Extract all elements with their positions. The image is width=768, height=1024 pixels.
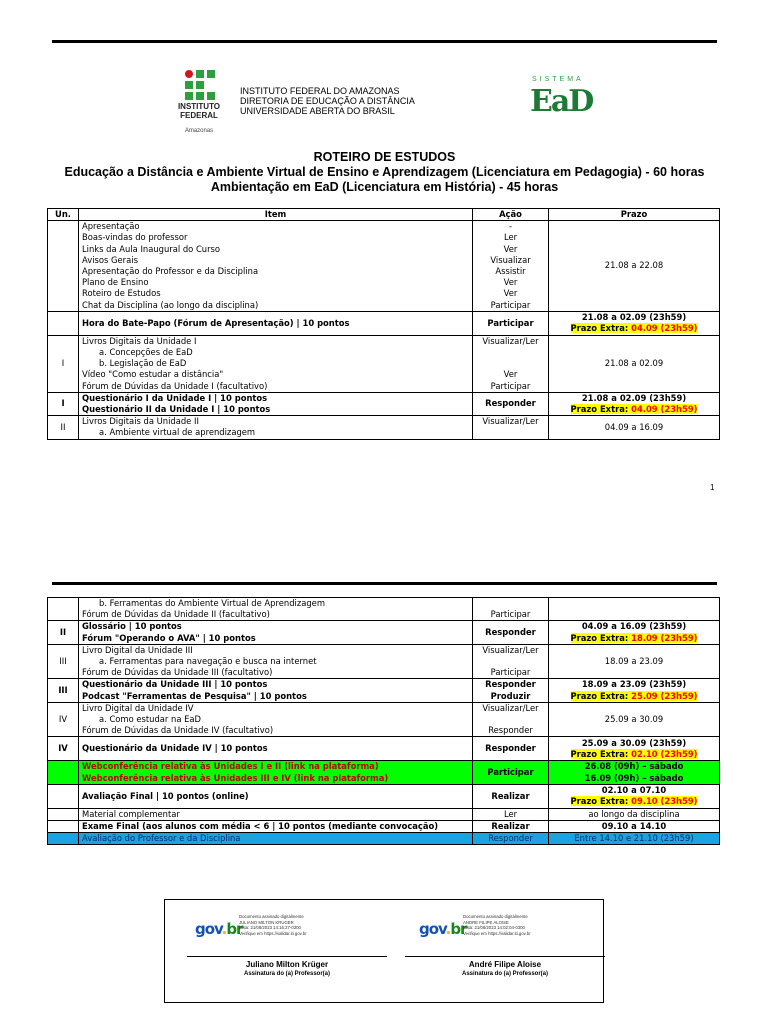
table-row xyxy=(48,598,720,621)
cell-items xyxy=(79,598,473,621)
item-line: Links da Aula Inaugural do Curso xyxy=(82,243,221,254)
cell-action: Responder xyxy=(473,392,549,415)
webconference-link[interactable]: Webconferência relativa às Unidades I e II (link na plataforma) xyxy=(82,761,379,772)
prazo-extra-highlight xyxy=(571,691,698,701)
digital-signature-stamp xyxy=(463,914,593,936)
action-line: Responder xyxy=(485,679,536,690)
cell-prazo xyxy=(549,784,720,808)
prazo-line: 26.08 (09h) – sábado xyxy=(584,761,684,772)
action-line xyxy=(476,347,545,358)
if-amazonas-logo xyxy=(168,70,230,136)
cell-action: Responder xyxy=(473,621,549,644)
schedule-table-page2 xyxy=(47,597,720,845)
cell-item: Hora do Bate-Papo (Fórum de Apresentação) | 10 pontos xyxy=(79,311,473,335)
table-row xyxy=(48,335,720,392)
cell-prazo: 04.09 a 16.09 xyxy=(549,416,720,439)
prazo-line: 21.08 a 02.09 (23h59) xyxy=(581,312,687,323)
col-header-item: Item xyxy=(79,209,473,221)
cell-action xyxy=(473,416,549,439)
action-line: Ver xyxy=(503,277,518,288)
table-row xyxy=(48,621,720,644)
prazo-line: 25.09 a 30.09 (23h59) xyxy=(581,737,687,748)
stamp-line: Documento assinado digitalmente xyxy=(463,914,528,919)
cell-un: II xyxy=(48,621,79,644)
digital-signature-stamp xyxy=(239,914,369,936)
item-line: Chat da Disciplina (ao longo da disciplina) xyxy=(82,299,259,310)
document-header xyxy=(168,66,598,138)
cell-prazo xyxy=(549,737,720,761)
col-header-un: Un. xyxy=(48,209,79,221)
prazo-extra-label: Prazo Extra: xyxy=(570,690,632,701)
table-row xyxy=(48,392,720,415)
cell-prazo: ao longo da disciplina xyxy=(549,808,720,820)
signature-line xyxy=(405,956,605,957)
cell-items xyxy=(79,392,473,415)
cell-item: Avaliação do Professor e da Disciplina xyxy=(79,833,473,845)
signature-line xyxy=(187,956,387,957)
stamp-line: ANDRE FILIPE ALOISE xyxy=(463,919,509,925)
prazo-extra-highlight xyxy=(571,323,698,333)
item-line: Fórum de Dúvidas da Unidade II (facultativo) xyxy=(82,609,270,620)
table-row-evaluation xyxy=(48,833,720,845)
cell-un: I xyxy=(48,335,79,392)
item-line: Livro Digital da Unidade IV xyxy=(82,702,194,713)
col-header-acao: Ação xyxy=(473,209,549,221)
cell-un xyxy=(48,821,79,833)
item-line: Livro Digital da Unidade III xyxy=(82,644,193,655)
signer-name: André Filipe Aloise xyxy=(468,960,542,969)
doc-title: ROTEIRO DE ESTUDOS xyxy=(313,150,456,164)
stamp-line: JULIANO MILTON KRUGER xyxy=(239,919,294,925)
stamp-line: Documento assinado digitalmente xyxy=(239,914,304,919)
prazo-line: 16.09 (09h) – sábado xyxy=(584,772,684,783)
schedule-table-page1 xyxy=(47,208,720,440)
cell-un xyxy=(48,833,79,845)
cell-action: Participar xyxy=(473,311,549,335)
institution-line: DIRETORIA DE EDUCAÇÃO A DISTÂNCIA xyxy=(240,96,415,106)
item-line: Fórum de Dúvidas da Unidade I (facultativo) xyxy=(82,380,268,391)
signer-name: Juliano Milton Krüger xyxy=(245,960,329,969)
signature-box xyxy=(164,899,604,1003)
cell-items xyxy=(79,621,473,644)
cell-item: Exame Final (aos alunos com média < 6 | 10 pontos (mediante convocação) xyxy=(79,821,473,833)
action-line: Participar xyxy=(490,609,531,620)
cell-action: Realizar xyxy=(473,821,549,833)
page-number: 1 xyxy=(710,483,715,492)
page2-top-rule xyxy=(52,582,717,585)
item-line: Apresentação do Professor e da Disciplina xyxy=(82,266,259,277)
action-line xyxy=(476,358,545,369)
cell-prazo: 25.09 a 30.09 xyxy=(549,702,720,737)
cell-action: Realizar xyxy=(473,784,549,808)
item-line: Fórum "Operando o AVA" | 10 pontos xyxy=(82,632,256,643)
table-row xyxy=(48,821,720,833)
prazo-extra-date: 02.10 (23h59) xyxy=(631,748,698,759)
table-row xyxy=(48,311,720,335)
cell-action: Responder xyxy=(473,737,549,761)
prazo-extra-highlight xyxy=(571,796,698,806)
institution-line: UNIVERSIDADE ABERTA DO BRASIL xyxy=(240,106,395,116)
doc-subtitle: Ambientação em EaD (Licenciatura em História) - 45 horas xyxy=(210,180,559,194)
cell-item: Material complementar xyxy=(79,808,473,820)
action-line: Visualizar xyxy=(490,254,531,265)
table-row xyxy=(48,808,720,820)
signer-role: Assinatura do (a) Professor(a) xyxy=(461,971,549,977)
stamp-line: Data: 21/08/2023 14:02:04-0300 xyxy=(463,925,525,930)
sistema-ead-logo xyxy=(530,76,593,120)
prazo-extra-highlight xyxy=(571,633,698,643)
cell-prazo xyxy=(549,311,720,335)
item-line: Podcast "Ferramentas de Pesquisa" | 10 pontos xyxy=(82,690,307,701)
prazo-extra xyxy=(552,323,716,334)
item-line: b. Legislação de EaD xyxy=(99,358,187,369)
cell-prazo xyxy=(549,761,720,784)
prazo-extra-label: Prazo Extra: xyxy=(570,796,632,807)
webconference-link[interactable]: Webconferência relativa às Unidades III e IV (link na plataforma) xyxy=(82,772,389,783)
cell-un xyxy=(48,808,79,820)
prazo-extra-date: 04.09 (23h59) xyxy=(631,323,698,334)
cell-actions xyxy=(473,335,549,392)
item-line: Fórum de Dúvidas da Unidade III (facultativo) xyxy=(82,667,273,678)
cell-action: Participar xyxy=(473,761,549,784)
cell-items xyxy=(79,335,473,392)
cell-prazo: 21.08 a 02.09 xyxy=(549,335,720,392)
cell-items xyxy=(79,679,473,702)
stamp-line: Verifique em https://validar.iti.gov.br xyxy=(239,930,307,936)
prazo-extra-label: Prazo Extra: xyxy=(570,323,632,334)
cell-un: II xyxy=(48,416,79,439)
cell-prazo: Entre 14.10 e 21.10 (23h59) xyxy=(549,833,720,845)
table-row xyxy=(48,679,720,702)
if-logo-sub: Amazonas xyxy=(184,128,214,134)
cell-un xyxy=(48,598,79,621)
prazo-extra xyxy=(552,749,716,760)
signer-role: Assinatura do (a) Professor(a) xyxy=(243,971,331,977)
prazo-extra-highlight xyxy=(571,404,698,414)
item-line: Roteiro de Estudos xyxy=(82,288,161,299)
item-line: Apresentação xyxy=(82,221,140,232)
table-row xyxy=(48,702,720,737)
if-logo-mark xyxy=(185,70,215,100)
cell-un: III xyxy=(48,644,79,679)
page1-top-rule xyxy=(52,40,717,43)
cell-actions xyxy=(473,644,549,679)
cell-actions xyxy=(473,679,549,702)
cell-items xyxy=(79,761,473,784)
item-line: Questionário I da Unidade I | 10 pontos xyxy=(82,392,268,403)
govbr-logo: gov.br xyxy=(419,920,467,938)
action-line: Visualizar/Ler xyxy=(482,702,539,713)
action-line: Ver xyxy=(503,243,518,254)
cell-un xyxy=(48,784,79,808)
action-line: Visualizar/Ler xyxy=(482,416,539,427)
if-logo-name: INSTITUTO FEDERAL xyxy=(177,102,221,120)
cell-prazo xyxy=(549,679,720,702)
cell-item: Questionário da Unidade IV | 10 pontos xyxy=(79,737,473,761)
action-line: Visualizar/Ler xyxy=(482,644,539,655)
item-line: Livros Digitais da Unidade II xyxy=(82,416,199,427)
cell-un xyxy=(48,761,79,784)
cell-un xyxy=(48,311,79,335)
cell-actions xyxy=(473,221,549,312)
cell-items xyxy=(79,416,473,439)
prazo-extra-label: Prazo Extra: xyxy=(570,404,632,415)
item-line: b. Ferramentas do Ambiente Virtual de Aprendizagem xyxy=(99,598,325,608)
stamp-line: Verifique em https://validar.iti.gov.br xyxy=(463,930,531,936)
item-line: a. Ferramentas para navegação e busca na internet xyxy=(99,656,317,667)
item-line: Fórum de Dúvidas da Unidade IV (facultativo) xyxy=(82,725,274,736)
cell-prazo: 21.08 a 22.08 xyxy=(549,221,720,312)
item-line: Livros Digitais da Unidade I xyxy=(82,335,197,346)
institution-line: INSTITUTO FEDERAL DO AMAZONAS xyxy=(240,86,400,96)
action-line: Visualizar/Ler xyxy=(482,335,539,346)
cell-un: IV xyxy=(48,737,79,761)
item-line: a. Como estudar na EaD xyxy=(99,714,202,725)
action-line xyxy=(476,656,545,667)
prazo-extra xyxy=(552,691,716,702)
prazo-extra-date: 04.09 (23h59) xyxy=(631,404,698,415)
cell-prazo xyxy=(549,392,720,415)
cell-items xyxy=(79,221,473,312)
col-header-prazo: Prazo xyxy=(549,209,720,221)
action-line: Participar xyxy=(490,667,531,678)
table-row xyxy=(48,644,720,679)
item-line: Glossário | 10 pontos xyxy=(82,621,182,632)
doc-subtitle: Educação a Distância e Ambiente Virtual de Ensino e Aprendizagem (Licenciatura em Pedagogia) - 60 horas xyxy=(64,165,705,179)
table-row-webconference xyxy=(48,761,720,784)
action-line: Participar xyxy=(490,299,531,310)
prazo-extra-label: Prazo Extra: xyxy=(570,748,632,759)
action-line: Ver xyxy=(503,369,518,380)
action-line: Produzir xyxy=(490,690,531,701)
prazo-line: 21.08 a 02.09 (23h59) xyxy=(581,392,687,403)
institution-names xyxy=(240,86,415,116)
action-line: Responder xyxy=(488,725,533,736)
stamp-line: Data: 21/08/2023 14:16:27-0300 xyxy=(239,925,301,930)
item-line: Boas-vindas do professor xyxy=(82,232,188,243)
item-line: Questionário da Unidade III | 10 pontos xyxy=(82,679,268,690)
action-line: Ler xyxy=(503,232,518,243)
action-line: Participar xyxy=(490,380,531,391)
cell-action xyxy=(473,598,549,621)
prazo-extra xyxy=(552,404,716,415)
cell-prazo xyxy=(549,621,720,644)
table-row xyxy=(48,416,720,439)
item-line: Avisos Gerais xyxy=(82,254,138,265)
cell-prazo xyxy=(549,598,720,621)
prazo-line: 02.10 a 07.10 xyxy=(601,785,667,796)
cell-action: Ler xyxy=(473,808,549,820)
ead-logo-top: SISTEMA xyxy=(532,76,584,83)
prazo-extra xyxy=(552,796,716,807)
cell-item: Avaliação Final | 10 pontos (online) xyxy=(79,784,473,808)
cell-action: Responder xyxy=(473,833,549,845)
cell-items xyxy=(79,702,473,737)
cell-un: IV xyxy=(48,702,79,737)
prazo-line: 04.09 a 16.09 (23h59) xyxy=(581,621,687,632)
ead-logo-main: EaD xyxy=(530,84,593,119)
prazo-extra-date: 25.09 (23h59) xyxy=(631,690,698,701)
cell-items xyxy=(79,644,473,679)
table-header-row xyxy=(48,209,720,221)
prazo-extra-label: Prazo Extra: xyxy=(570,632,632,643)
action-line: - xyxy=(508,221,513,232)
item-line: Plano de Ensino xyxy=(82,277,149,288)
cell-prazo: 18.09 a 23.09 xyxy=(549,644,720,679)
action-line: Ver xyxy=(503,288,518,299)
prazo-extra-highlight xyxy=(571,749,698,759)
item-line: a. Ambiente virtual de aprendizagem xyxy=(99,427,256,438)
prazo-line: 18.09 a 23.09 (23h59) xyxy=(581,679,687,690)
table-row xyxy=(48,784,720,808)
govbr-logo: gov.br xyxy=(195,920,243,938)
item-line: Vídeo "Como estudar a distância" xyxy=(82,369,224,380)
action-line: Assistir xyxy=(495,266,526,277)
action-line xyxy=(476,714,545,725)
cell-un: I xyxy=(48,392,79,415)
cell-prazo: 09.10 a 14.10 xyxy=(549,821,720,833)
cell-actions xyxy=(473,702,549,737)
item-line: a. Concepções de EaD xyxy=(99,347,193,358)
prazo-extra-date: 09.10 (23h59) xyxy=(631,796,698,807)
cell-un: III xyxy=(48,679,79,702)
item-line: Questionário II da Unidade I | 10 pontos xyxy=(82,404,271,415)
prazo-extra xyxy=(552,633,716,644)
table-row xyxy=(48,221,720,312)
table-row xyxy=(48,737,720,761)
prazo-extra-date: 18.09 (23h59) xyxy=(631,632,698,643)
cell-un xyxy=(48,221,79,312)
